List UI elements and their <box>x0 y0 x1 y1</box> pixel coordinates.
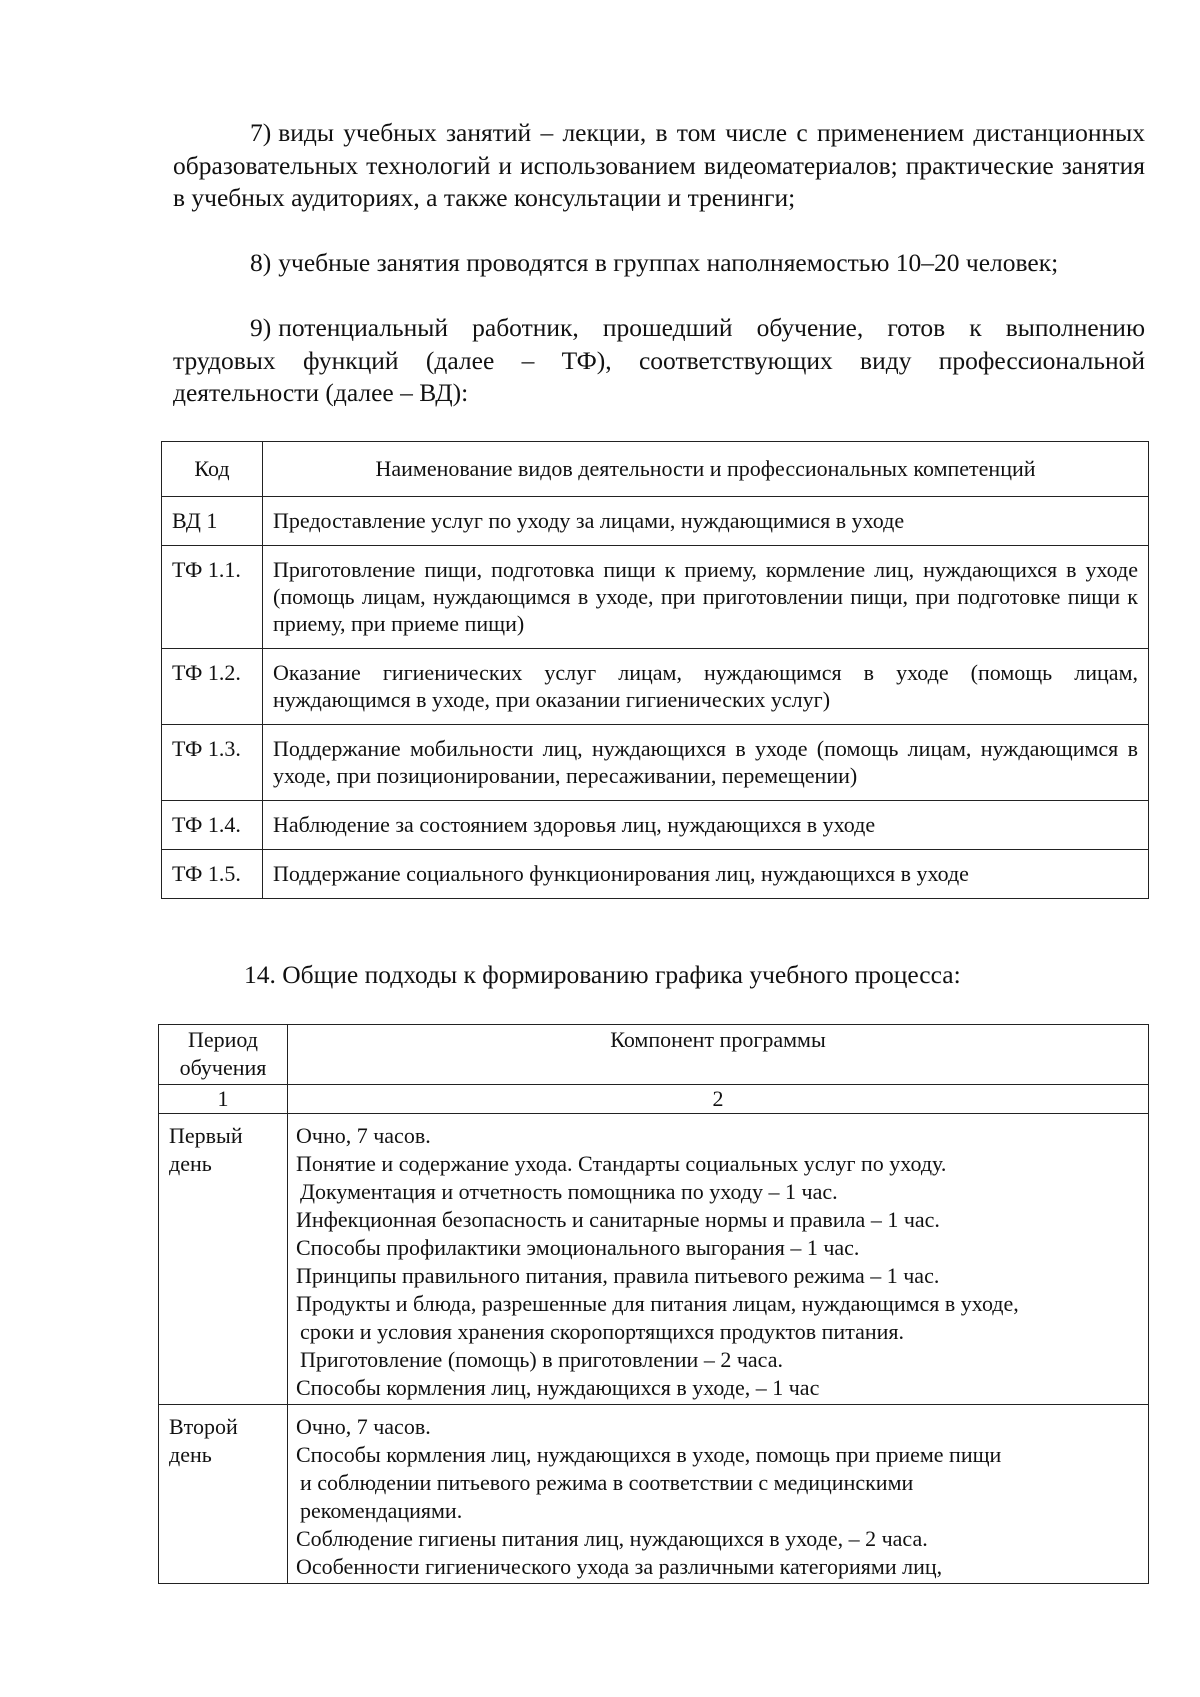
competencies-table <box>161 441 1149 899</box>
section-heading: 14. Общие подходы к формированию графика учебного процесса: <box>244 960 961 989</box>
period-cell: Первый день <box>159 1114 288 1405</box>
column-header-name: Наименование видов деятельности и профессиональных компетенций <box>263 442 1149 497</box>
row-text: Наблюдение за состоянием здоровья лиц, нуждающихся в уходе <box>263 801 1149 850</box>
table-row <box>162 725 1149 801</box>
content-line: сроки и условия хранения скоропортящихся продуктов питания. <box>300 1319 905 1344</box>
row-text: Приготовление пищи, подготовка пищи к приему, кормление лиц, нуждающихся в уходе (помощь лицам, нуждающимся в уходе, при приготовлении пищи, при подготовке пищи к приему, при приеме пищи) <box>263 546 1149 649</box>
content-line: Способы профилактики эмоционального выгорания – 1 час. <box>296 1235 860 1260</box>
content-line: Очно, 7 часов. <box>296 1414 431 1439</box>
list-item-text: учебные занятия проводятся в группах наполняемостью 10–20 человек; <box>278 248 1059 277</box>
content-line: Инфекционная безопасность и санитарные нормы и правила – 1 час. <box>296 1207 940 1232</box>
list-item-8 <box>173 247 1145 280</box>
row-text: Предоставление услуг по уходу за лицами, нуждающимися в уходе <box>263 497 1149 546</box>
row-text: Оказание гигиенических услуг лицам, нуждающимся в уходе (помощь лицам, нуждающимся в уходе, при оказании гигиенических услуг) <box>263 649 1149 725</box>
list-item-text: потенциальный работник, прошедший обучение, готов к выполнению трудовых функций (далее – ТФ), соответствующих виду профессиональной деятельности (далее – ВД): <box>173 313 1145 407</box>
column-header-period: Период обучения <box>159 1025 288 1085</box>
component-cell <box>288 1114 1149 1405</box>
row-code: ТФ 1.3. <box>162 725 263 801</box>
content-line: Понятие и содержание ухода. Стандарты социальных услуг по уходу. <box>296 1151 947 1176</box>
content-line: Приготовление (помощь) в приготовлении – 2 часа. <box>300 1347 783 1372</box>
list-item-number: 9) <box>250 313 272 342</box>
list-item-number: 8) <box>250 248 272 277</box>
column-header-component: Компонент программы <box>288 1025 1149 1085</box>
content-line: Продукты и блюда, разрешенные для питания лицам, нуждающимся в уходе, <box>296 1291 1019 1316</box>
row-code: ТФ 1.4. <box>162 801 263 850</box>
table-row <box>159 1405 1149 1584</box>
content-line: и соблюдении питьевого режима в соответствии с медицинскими <box>300 1470 914 1495</box>
table-row <box>162 850 1149 899</box>
list-item-7 <box>173 117 1145 215</box>
content-line: Принципы правильного питания, правила питьевого режима – 1 час. <box>296 1263 940 1288</box>
table-header-row <box>159 1025 1149 1085</box>
row-code: ТФ 1.1. <box>162 546 263 649</box>
table-row <box>162 801 1149 850</box>
column-number: 1 <box>159 1085 288 1114</box>
table-row <box>162 546 1149 649</box>
column-number: 2 <box>288 1085 1149 1114</box>
row-code: ТФ 1.2. <box>162 649 263 725</box>
content-line: Документация и отчетность помощника по уходу – 1 час. <box>300 1179 838 1204</box>
list-item-number: 7) <box>250 118 272 147</box>
content-line: рекомендациями. <box>300 1498 463 1523</box>
column-header-code: Код <box>162 442 263 497</box>
row-code: ТФ 1.5. <box>162 850 263 899</box>
schedule-table <box>158 1024 1149 1584</box>
table-row <box>162 649 1149 725</box>
list-item-9 <box>173 312 1145 410</box>
table-header-row <box>162 442 1149 497</box>
list-item-text: виды учебных занятий – лекции, в том числе с применением дистанционных образовательных технологий и использованием видеоматериалов; практические занятия в учебных аудиториях, а также консультации и тренинги; <box>173 118 1145 212</box>
content-line: Очно, 7 часов. <box>296 1123 431 1148</box>
component-cell <box>288 1405 1149 1584</box>
period-cell: Второй день <box>159 1405 288 1584</box>
row-text: Поддержание социального функционирования лиц, нуждающихся в уходе <box>263 850 1149 899</box>
table-row <box>162 497 1149 546</box>
content-line: Соблюдение гигиены питания лиц, нуждающихся в уходе, – 2 часа. <box>296 1526 928 1551</box>
table-row <box>159 1114 1149 1405</box>
content-line: Особенности гигиенического ухода за различными категориями лиц, <box>296 1554 943 1579</box>
row-text: Поддержание мобильности лиц, нуждающихся в уходе (помощь лицам, нуждающимся в уходе, при позиционировании, пересаживании, перемещении) <box>263 725 1149 801</box>
content-line: Способы кормления лиц, нуждающихся в уходе, – 1 час <box>296 1375 820 1400</box>
row-code: ВД 1 <box>162 497 263 546</box>
content-line: Способы кормления лиц, нуждающихся в уходе, помощь при приеме пищи <box>296 1442 1002 1467</box>
column-numbers-row <box>159 1085 1149 1114</box>
